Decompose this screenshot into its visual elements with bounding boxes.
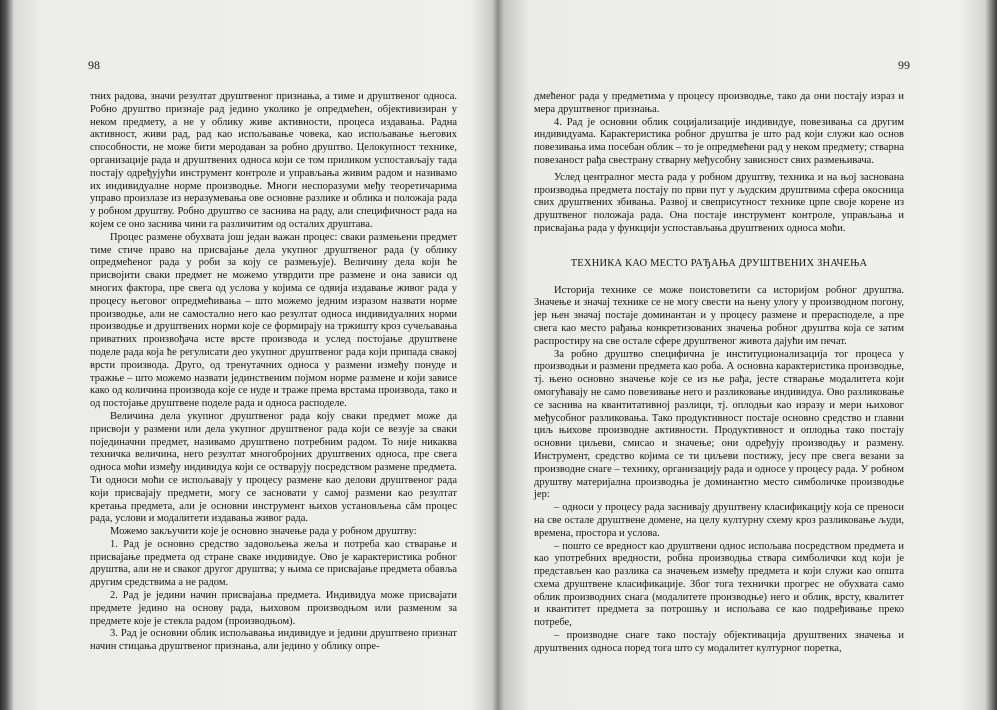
paragraph: За робно друштво специфична је институционализација тог процеса у производњи и размени предмета као роба. А основна карактеристика производње, тј. њено основно значење које се из ње рађа, јесте стварање модалитета који омогућавају не само повезивање него и разликовање индивидуа. Ово разликовање се заснива на квантитативној разлици, тј. оплодњи као изразу и мери њиховог међусобног разликовања. Тако продуктивност постаје основно средство и главни циљ њихове производне активности. Продуктивност и оплодња тако постају основни циљеви, смисао и значење; они одређују производњу и размену. Инструмент, средство којима се ти циљеви постижу, јесу пре свега везани за производне снаге – технику, организацију рада и односе у процесу рада. У робном друштву материјална производња је доминантно место симболичке производње јер:: [534, 348, 904, 501]
list-item: 2. Рад је једини начин присвајања предмета. Индивидуа може присвајати предмете једино на основу рада, њиховом производњом или разменом за предмете које је стекла радом (производњом).: [90, 590, 457, 627]
right-page: [498, 0, 997, 710]
paragraph: Процес размене обухвата још један важан процес: сваки размењени предмет тиме стиче право на присвајање дела укупног друштвеног рада (у облику опредмећеног рада у роби за коју се размењује). Величину дела који ће присвојити сваки предмет не можемо утврдити пре размене и она зависи од многих фактора, пре свега од услова у којима се одвија издавање живог рада у процесу његовог опредмећивања – што можемо једним изразом назвати норме производње, али не самостално него као резултат односа индивидуалних норми производње и друштвених норми које се формирају на тржишту кроз сучељавања приватних произвођача исте врсте производа и услед постојање друштвене поделе рада која ће регулисати део укупног друштвеног рада који припада свакој врсти производа. Друго, од тренутачних односа у размени између понуде и тражње – што можемо назвати јединственим појмом норме размене и који зависе како од количина производа које се нуде и траже према врстама производа, тако и од постојање друштвене поделе рада и односа расподеле.: [90, 231, 457, 410]
list-item: 1. Рад је основно средство задовољења жеља и потреба као стварање и присвајање предмета од стране сваке индивидуе. Ово је карактеристика робног друштва, али не и сваког другог друштва; у њима се присвајање предмета обавља другим средствима а не радом.: [90, 538, 457, 589]
left-page: [0, 0, 498, 710]
right-page-text: [534, 91, 904, 656]
paragraph: дмећеног рада у предметима у процесу производње, тако да они постају израз и мера друштвеног признања.: [534, 91, 904, 115]
paragraph: Историја технике се може поистоветити са историјом робног друштва. Значење и значај технике се не могу свести на њену улогу у производном погону, јер њен значај постаје доминантан и у процесу размене и прерасподеле, а пре свега као место рађања конкретизованих значења робног друштва која се затим распростиру на све остале сфере друштвеног живота дајући им печат.: [534, 284, 904, 347]
paragraph: Услед централног места рада у робном друштву, техника и на њој заснована производња предмета постају по први пут у људским друштвима сфера окосница свих друштвених збивања. Развој и свеприсутност технике црпе своје корене из друштвеног положаја рада. Она постаје инструмент контроле, управљања и присвајања рада у функцији успостављања друштвених односа моћи.: [534, 171, 904, 234]
list-item: – пошто се вредност као друштвени однос испољава посредством предмета и као употребних вредности, робна производња ствара симболички код који је представљен као разлика са значењем између предмета и који служи као општа схема друштвене класификације. Због тога технички прогрес не обухвата само облик производних снага (модалитете производње) него и облик, врсту, квалитет и квантитет предмета за потрошњу и испољава се као подређивање преко потребе,: [534, 540, 904, 629]
paragraph: тних радова, значи резултат друштвеног признања, а тиме и друштвеног односа. Робно друштво признаје рад једино уколико је опредмећен, објективизиран у неком предмету, а не у облику живе активности, процеса издавања. Радна активност, живи рад, рад као испољавање човека, као испољавање његових способности, не може бити меродаван за робно друштво. Целокупност технике, организације рада и друштвених односа који се том приликом успостављају тада постају одређујући инструмент контроле и управљања живим радом и називамо их индивидуалне норме производње. Многи неспоразуми међу теоретичарима управо произлазе из неразумевања ове основне разлике и облика и положаја рада у робном друштву. Робно друштво се заснива на раду, али специфичност рада на којем се оно заснива чини га различитим од осталих друштава.: [90, 91, 457, 230]
list-item: – односи у процесу рада заснивају друштвену класификацију која се преноси на све остале друштвене домене, на целу културну схему кроз разликовање људи, времена, простора и услова.: [534, 502, 904, 539]
list-item: 4. Рад је основни облик социјализације индивидуе, повезивања са другим индивидуама. Карактеристика робног друштва је што рад који служи као основ повезивања има посебан облик – то је опредмећени рад у неком предмету; стварна повезаност рађа свестрану стварну међусобну зависност свих размењивача.: [534, 116, 904, 166]
page-number-right: 99: [898, 58, 910, 72]
paragraph: Можемо закључити које је основно значење рада у робном друштву:: [110, 526, 417, 538]
left-page-text: [90, 91, 457, 654]
section-heading: ТЕХНИКА КАО МЕСТО РАЂАЊА ДРУШТВЕНИХ ЗНАЧЕЊА: [570, 257, 868, 269]
page-number-left: 98: [88, 58, 100, 72]
list-item: 3. Рад је основни облик испољавања индивидуе и једини друштвено признат начин стицања друштвеног признања, али једино у облику опре-: [90, 628, 457, 653]
paragraph: Величина дела укупног друштвеног рада коју сваки предмет може да присвоји у размени или дела укупног друштвеног рада који се везује за сваки појединачни предмет, називамо друштвено потребним радом. То није никаква техничка величина, него резултат многобројних друштвених односа, пре свега односа моћи између индивидуа који се остварују посредством размене предмета. Ти односи моћи се испољавају у процесу размене као делови друштвеног рада који присвајају предмети, могу се засновати у самој размени као резултат кретања предмета, али је основни инструмент њихов установљења сâм процес рада, услови и модалитети издавања живог рада.: [90, 410, 457, 525]
list-item: – производне снаге тако постају објективација друштвених значења и друштвених односа поред тога што су модалитет културног поретка,: [534, 630, 904, 654]
